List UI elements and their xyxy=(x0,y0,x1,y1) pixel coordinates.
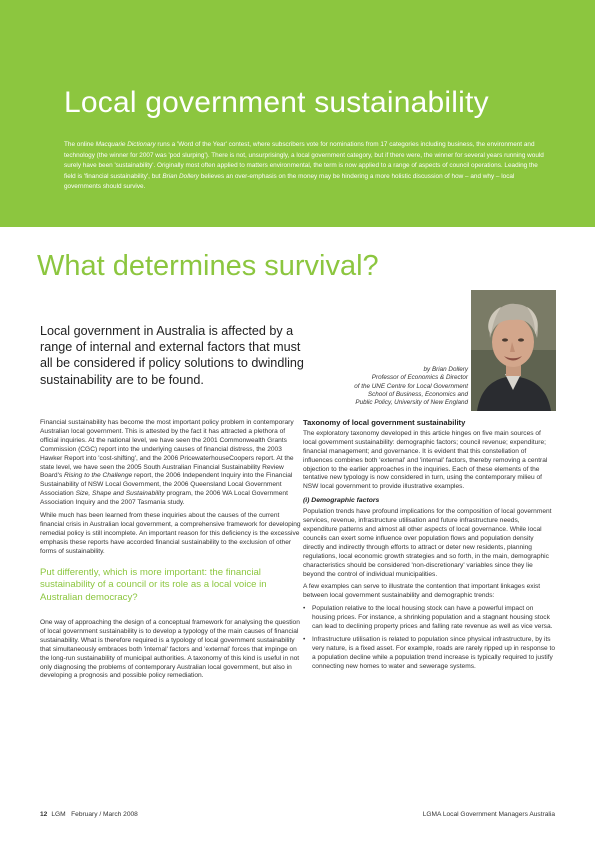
bullet-icon: • xyxy=(303,605,306,613)
list-item: • Infrastructure utilisation is related to population since physical infrastructure, by its very nature, is a fixed asset. For example, roads are rarely ripped up in response to a population decline while a population trend increase is typically required to justify connecting new homes to water and sewerage systems. xyxy=(303,635,555,670)
author-photo xyxy=(471,290,556,411)
lead-paragraph: Local government in Australia is affected by a range of internal and external factors that must all be considered if policy solutions to dwindling sustainability are to be found. xyxy=(40,324,304,387)
bullet-icon: • xyxy=(303,635,306,643)
body-paragraph: Population trends have profound implications for the composition of local government services, revenue, infrastructure utilisation and future infrastructure needs, expenditure patterns and almost all other aspects of local governance. While local councils can exert some influence over population flows and population density directly and indirectly through efforts to attract or deter new residents, planning regulations, local economic growth strategies and so forth, in the main, demographic characteristics should be considered 'non-discretionary' variables since they lie beyond the control of individual municipalities. xyxy=(303,508,552,578)
page-footer-left xyxy=(40,811,138,818)
body-paragraph: A few examples can serve to illustrate the contention that important linkages exist between local government sustainability and demographic trends: xyxy=(303,583,541,600)
byline-line: of the UNE Centre for Local Government xyxy=(354,382,468,390)
left-column xyxy=(40,419,302,685)
section-title: What determines survival? xyxy=(37,250,379,282)
header-banner xyxy=(0,0,595,227)
right-column xyxy=(303,419,555,676)
body-paragraph: The exploratory taxonomy developed in this article hinges on five main sources of local government sustainability: demographic factors; council revenue; expenditure; financial management; and governance. It is evident that this constellation of influences combines both 'external' and 'internal' factors, thereby removing a central objection to the earlier approaches in the inquiries. Each of these elements of the tentative new typology is now considered in turn, using the contemporary milieu of NSW local government to provide illustrative examples. xyxy=(303,429,548,491)
subsection-heading: Taxonomy of local government sustainability xyxy=(303,418,466,427)
byline-line: Public Policy, University of New England xyxy=(355,399,468,407)
author-byline xyxy=(318,366,468,407)
bullet-list xyxy=(303,605,555,671)
byline-line: School of Business, Economics and xyxy=(367,390,468,398)
page-number: 12 xyxy=(40,811,48,818)
subsection-subheading: (i) Demographic factors xyxy=(303,497,380,505)
list-item: • Population relative to the local housing stock can have a powerful impact on housing prices. For instance, a shrinking population and a stagnant housing stock can lead to declining property prices and falling rate revenue as well as vice versa. xyxy=(303,605,553,631)
body-paragraph: Financial sustainability has become the most important policy problem in contemporary Australian local government. This is attested by the fact it has attracted a plethora of official inquiries. At the national level, we have seen the 2001 Commonwealth Grants Commission (CGC) report into the underlying causes of financial distress, the 2003 Hawker Report into 'cost-shifting', and the 2006 PricewaterhouseCoopers report. At the state level, we have seen the 2005 South Australian Financial Sustainability Review Board's Rising to the Challenge report, the 2006 Independent Inquiry into the Financial Sustainability of NSW Local Government, the 2006 Queensland Local Government Association Size, Shape and Sustainability program, the 2006 WA Local Government Association Inquiry and the 2007 Tasmania study. xyxy=(40,419,294,507)
publication-info: LGM February / March 2008 xyxy=(51,811,138,818)
article-title: Local government sustainability xyxy=(64,86,489,119)
body-paragraph: While much has been learned from these inquiries about the causes of the current financial crisis in Australian local government, a comprehensive framework for developing remedial policy is still incomplete. An important reason for this deficiency is the excessive emphasis these reports have accorded financial sustainability to the exclusion of other forms of sustainability. xyxy=(40,512,301,555)
byline-line: by Brian Dollery xyxy=(423,366,468,373)
article-intro: The online Macquarie Dictionary runs a 'Word of the Year' contest, where subscribers vote for nominations from 17 categories including business, the environment and technology (the winner for 2007 was 'pod slurping'). There is not, unsurprisingly, a local government category, but if there were, the winner for several years running would surely have been 'sustainability'. Originally most often applied to matters environmental, the term is now applied to a range of aspects of council operations. Leading the field is 'financial sustainability', but Brian Dollery believes an over-emphasis on the money may be hindering a more holistic discussion of how – and why – local governments should survive. xyxy=(64,141,544,191)
byline-line: Professor of Economics & Director xyxy=(371,374,468,382)
pull-quote: Put differently, which is more important: the financial sustainability of a council or its role as a local voice in Australian democracy? xyxy=(40,566,267,604)
page-footer-right: LGMA Local Government Managers Australia xyxy=(422,811,555,818)
body-paragraph: One way of approaching the design of a conceptual framework for analysing the question of local government sustainability is to develop a typology of the main causes of financial sustainability. What is therefore required is a typology of local government sustainability that simultaneously embraces both 'internal' factors and 'external' forces that impinge on the long-run sustainability of municipal authorities. A taxonomy of this kind is useful in not only diagnosing the problems of contemporary Australian local government, but also in developing a prognosis and possible policy remediation. xyxy=(40,618,300,680)
